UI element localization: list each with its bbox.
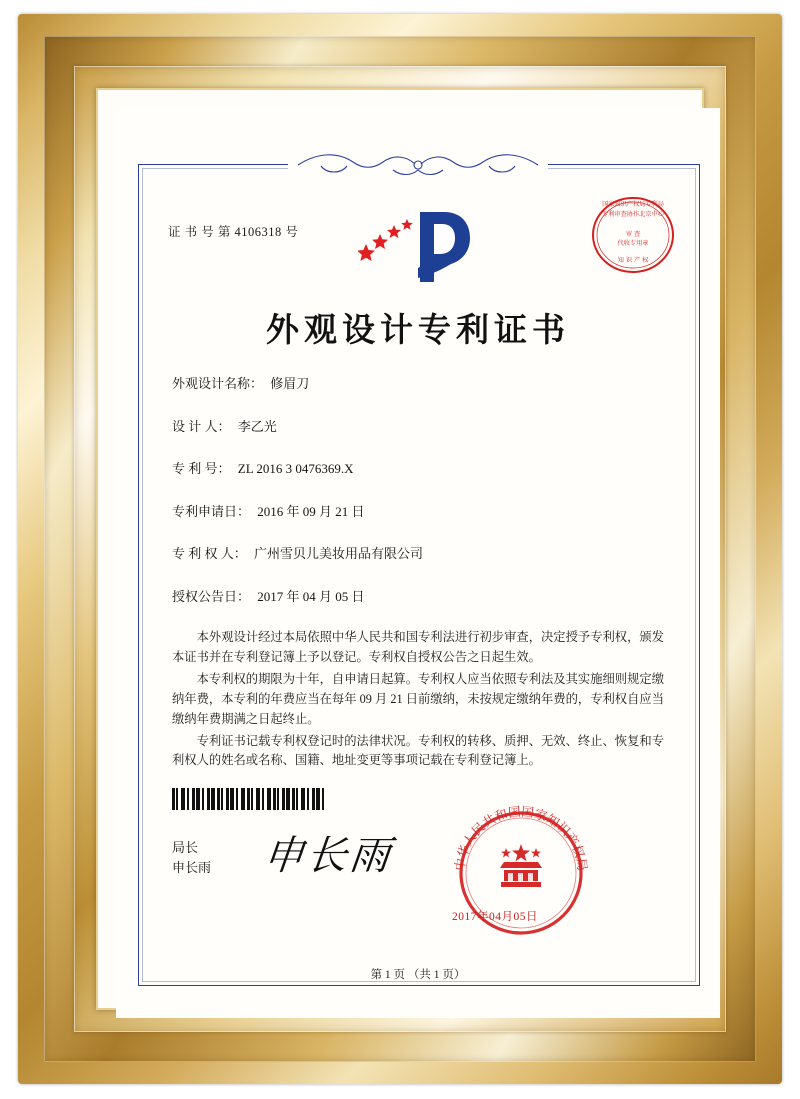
field-design-name <box>172 376 672 392</box>
field-announcement-date <box>172 589 672 605</box>
svg-text:知 识 产 权: 知 识 产 权 <box>617 257 649 264</box>
svg-text:中华人民共和国国家知识产权局: 中华人民共和国国家知识产权局 <box>451 803 591 872</box>
signature-title: 局长 <box>172 840 199 855</box>
page-footer: 第 1 页 （共 1 页） <box>370 969 466 981</box>
body-paragraph: 本专利权的期限为十年，自申请日起算。专利权人应当依照专利法及其实施细则规定缴纳年费，本专利的年费应当在每年 09 月 21 日前缴纳，未按规定缴纳年费的，专利权自应当缴纳年费期满之日起终止。 <box>172 671 664 726</box>
stamp-date: 2017年04月05日 <box>452 911 538 923</box>
handwritten-signature: 申长雨 <box>261 833 396 879</box>
field-patentee <box>172 546 672 562</box>
field-value: 李乙光 <box>237 418 277 434</box>
signature-labels <box>172 838 211 878</box>
svg-text:国家知识产权局专利局: 国家知识产权局专利局 <box>602 201 664 208</box>
review-red-stamp-icon <box>590 192 676 278</box>
field-label: 授权公告日： <box>172 588 251 604</box>
field-label: 专 利 权 人： <box>172 546 247 562</box>
body-paragraph: 专利证书记载专利权登记时的法律状况。专利权的转移、质押、无效、终止、恢复和专利权人的姓名或名称、国籍、地址变更等事项记载在专利登记簿上。 <box>172 733 664 768</box>
svg-text:代收专用章: 代收专用章 <box>617 240 649 247</box>
field-label: 外观设计名称： <box>172 376 264 391</box>
svg-text:专利审查协作北京中心: 专利审查协作北京中心 <box>602 211 664 218</box>
certificate-paper <box>116 108 720 1018</box>
barcode <box>172 788 352 810</box>
field-patent-number <box>172 461 672 477</box>
field-value: 2016 年 09 月 21 日 <box>257 503 365 519</box>
certificate-number: 证 书 号 第 4106318 号 <box>168 225 299 239</box>
field-value: 广州雪贝儿美妆用品有限公司 <box>254 546 424 562</box>
scroll-ornament-icon <box>288 148 548 182</box>
field-label: 设 计 人： <box>172 418 231 434</box>
field-application-date <box>172 504 672 520</box>
signature-name: 申长雨 <box>172 860 212 876</box>
page-title: 外观设计专利证书 <box>266 310 570 349</box>
svg-text:审 查: 审 查 <box>625 231 641 238</box>
body-text <box>172 628 664 773</box>
cnipa-logo-icon <box>358 204 478 288</box>
field-label: 专 利 号： <box>172 461 231 477</box>
field-value: ZL 2016 3 0476369.X <box>237 461 354 477</box>
field-designer <box>172 419 672 435</box>
field-label: 专利申请日： <box>172 503 251 519</box>
body-paragraph: 本外观设计经过本局依照中华人民共和国专利法进行初步审查，决定授予专利权，颁发本证书并在专利登记簿上予以登记。专利权自授权公告之日起生效。 <box>172 630 664 664</box>
picture-frame-outer <box>18 14 782 1084</box>
field-value: 修眉刀 <box>270 376 310 391</box>
field-value: 2017 年 04 月 05 日 <box>257 588 365 604</box>
national-red-stamp-icon <box>446 798 596 948</box>
field-list <box>172 376 672 632</box>
